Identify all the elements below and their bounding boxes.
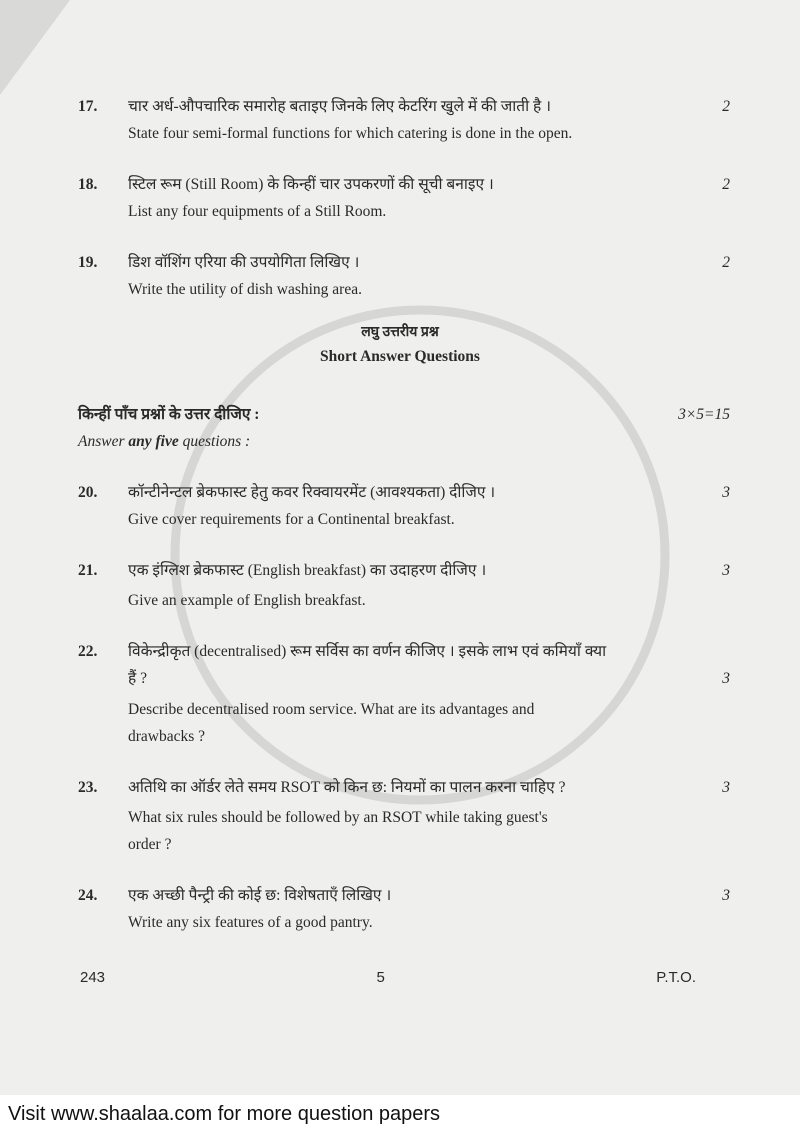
section-title-english: Short Answer Questions bbox=[320, 348, 480, 365]
question-hindi: स्टिल रूम (Still Room) के किन्हीं चार उपकरणों की सूची बनाइए । bbox=[128, 176, 494, 193]
question-english: Describe decentralised room service. What are its advantages and bbox=[128, 701, 535, 718]
question-hindi: एक अच्छी पैन्ट्री की कोई छ: विशेषताएँ लिखिए । bbox=[128, 887, 392, 904]
question-english: Write the utility of dish washing area. bbox=[128, 281, 362, 298]
question-24 bbox=[78, 882, 730, 936]
paper-code: 243 bbox=[80, 969, 106, 986]
question-17 bbox=[78, 93, 730, 147]
question-number: 20. bbox=[78, 484, 98, 501]
question-english: Write any six features of a good pantry. bbox=[128, 914, 373, 931]
question-english: Give cover requirements for a Continental breakfast. bbox=[128, 511, 455, 528]
question-number: 24. bbox=[78, 887, 98, 904]
question-hindi: विकेन्द्रीकृत (decentralised) रूम सर्विस का वर्णन कीजिए । इसके लाभ एवं कमियाँ क्या bbox=[128, 643, 607, 660]
question-marks: 3 bbox=[722, 670, 730, 687]
question-marks: 3 bbox=[722, 562, 730, 579]
instruction-hindi: किन्हीं पाँच प्रश्नों के उत्तर दीजिए : bbox=[78, 406, 260, 423]
instruction-text: Answer bbox=[78, 433, 129, 450]
instruction-english bbox=[78, 428, 666, 455]
question-marks: 3 bbox=[722, 887, 730, 904]
question-number: 18. bbox=[78, 176, 98, 193]
section-instructions bbox=[78, 401, 730, 455]
question-list bbox=[78, 93, 730, 988]
question-number: 19. bbox=[78, 254, 98, 271]
question-english: List any four equipments of a Still Room. bbox=[128, 203, 387, 220]
question-19 bbox=[78, 249, 730, 303]
question-english: What six rules should be followed by an RSOT while taking guest's bbox=[128, 809, 548, 826]
question-english-cont: drawbacks ? bbox=[128, 728, 206, 745]
question-marks: 3 bbox=[722, 779, 730, 796]
question-number: 17. bbox=[78, 98, 98, 115]
torn-corner bbox=[0, 0, 70, 95]
question-english: State four semi-formal functions for which catering is done in the open. bbox=[128, 125, 573, 142]
question-number: 21. bbox=[78, 562, 98, 579]
question-21 bbox=[78, 557, 730, 614]
question-english-cont: order ? bbox=[128, 836, 172, 853]
pto-label: P.T.O. bbox=[656, 969, 696, 986]
question-hindi: अतिथि का ऑर्डर लेते समय RSOT को किन छ: नियमों का पालन करना चाहिए ? bbox=[128, 779, 566, 796]
question-hindi-cont: हैं ? bbox=[128, 670, 147, 687]
question-22 bbox=[78, 638, 730, 750]
question-hindi: डिश वॉशिंग एरिया की उपयोगिता लिखिए । bbox=[128, 254, 360, 271]
question-marks: 2 bbox=[722, 254, 730, 271]
page-footer bbox=[78, 968, 730, 988]
instruction-text: questions : bbox=[178, 433, 251, 450]
page-number: 5 bbox=[376, 969, 385, 986]
question-number: 23. bbox=[78, 779, 98, 796]
question-marks: 3 bbox=[722, 484, 730, 501]
question-18 bbox=[78, 171, 730, 225]
instruction-emphasis: any five bbox=[128, 433, 179, 450]
question-marks: 2 bbox=[722, 98, 730, 115]
question-23 bbox=[78, 774, 730, 858]
question-marks: 2 bbox=[722, 176, 730, 193]
question-hindi: चार अर्ध-औपचारिक समारोह बताइए जिनके लिए केटरिंग खुले में की जाती है । bbox=[128, 98, 551, 115]
question-hindi: एक इंग्लिश ब्रेकफास्ट (English breakfast) का उदाहरण दीजिए । bbox=[128, 562, 487, 579]
banner-text: Visit www.shaalaa.com for more question papers bbox=[8, 1103, 441, 1125]
footer-banner bbox=[0, 1095, 800, 1141]
section-heading bbox=[0, 323, 800, 370]
question-20 bbox=[78, 479, 730, 533]
section-title-hindi: लघु उत्तरीय प्रश्न bbox=[361, 325, 439, 340]
question-hindi: कॉन्टीनेन्टल ब्रेकफास्ट हेतु कवर रिक्वायरमेंट (आवश्यकता) दीजिए । bbox=[128, 484, 496, 501]
question-english: Give an example of English breakfast. bbox=[128, 592, 366, 609]
question-number: 22. bbox=[78, 643, 98, 660]
section-marks: 3×5=15 bbox=[678, 406, 730, 423]
